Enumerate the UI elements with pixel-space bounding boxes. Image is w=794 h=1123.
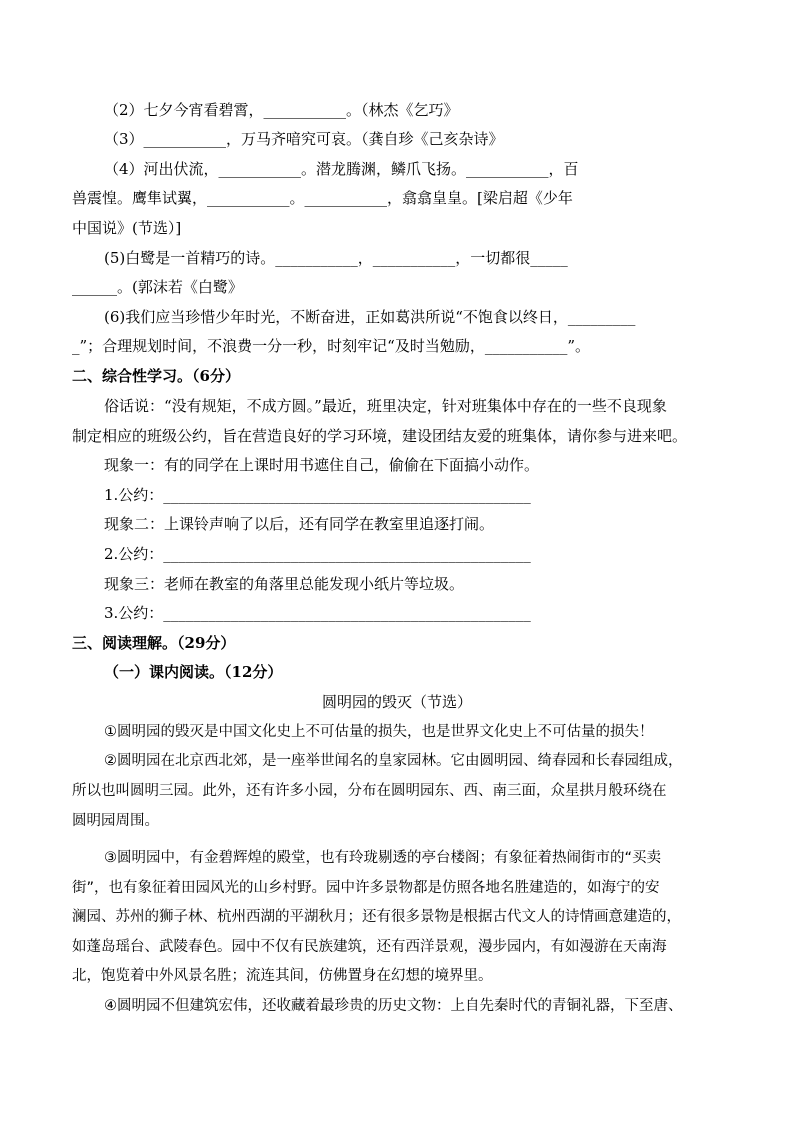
phenomenon-1: 现象一：有的同学在上课时用书遮住自己，偷偷在下面搞小动作。	[104, 456, 540, 474]
passage-paragraph-3-line-1: ③圆明园中，有金碧辉煌的殿堂，也有玲珑剔透的亭台楼阁；有象征着热闹街市的“买卖	[104, 850, 662, 866]
pact-answer-2: 2.公约：_________________________________________________	[104, 545, 531, 563]
phenomenon-2: 现象二：上课铃声响了以后，还有同学在教室里追逐打闹。	[104, 515, 495, 533]
question-6-line-2: _”；合理规划时间，不浪费一分一秒，时刻牢记“及时当勉励，___________”。	[72, 337, 591, 355]
passage-paragraph-2-line-1: ②圆明园在北京西北郊，是一座举世闻名的皇家园林。它由圆明园、绮春园和长春园组成，	[104, 753, 683, 769]
pact-answer-3: 3.公约：_________________________________________________	[104, 604, 531, 622]
phenomenon-3: 现象三：老师在教室的角落里总能发现小纸片等垃圾。	[104, 575, 465, 593]
section-3-heading: 三、阅读理解。（29分）	[72, 634, 236, 652]
question-5-line-1: (5)白鹭是一首精巧的诗。___________，___________，一切都很_____	[104, 249, 568, 267]
passage-paragraph-3-line-5: 北，饱览着中外风景名胜；流连其间，仿佛置身在幻想的境界里。	[72, 968, 493, 984]
section-2-intro-line-1: 俗话说：“没有规矩，不成方圆。”最近，班里决定，针对班集体中存在的一些不良现象	[104, 397, 667, 415]
passage-title: 圆明园的毁灭（节选）	[321, 693, 472, 711]
section-2-intro-line-2: 制定相应的班级公约，旨在营造良好的学习环境，建设团结友爱的班集体，请你参与进来吧。	[72, 427, 688, 445]
question-6-line-1: (6)我们应当珍惜少年时光，不断奋进，正如葛洪所说“不饱食以终日，_________	[104, 308, 636, 326]
question-3: （3）___________，万马齐喑究可哀。（龚自珍《己亥杂诗》	[104, 130, 504, 148]
question-2: （2）七夕今宵看碧霄，___________。（林杰《乞巧》	[104, 101, 459, 119]
pact-answer-1: 1.公约：_________________________________________________	[104, 486, 531, 504]
passage-paragraph-3-line-3: 澜园、苏州的狮子林、杭州西湖的平湖秋月；还有很多景物是根据古代文人的诗情画意建造的，	[72, 909, 681, 925]
section-2-heading: 二、综合性学习。（6分）	[72, 367, 240, 385]
section-3-sub-heading: （一）课内阅读。（12分）	[104, 663, 283, 681]
question-4-line-1: （4）河出伏流，___________。潜龙腾渊，鳞爪飞扬。___________，百	[104, 160, 579, 178]
passage-paragraph-4-line-1: ④圆明园不但建筑宏伟，还收藏着最珍贵的历史文物：上自先秦时代的青铜礼器，下至唐、	[104, 998, 683, 1014]
question-4-line-2: 兽震惶。鹰隼试翼，___________。___________，翕翕皇皇。[梁启超《少年	[72, 189, 573, 207]
passage-paragraph-3-line-4: 如蓬岛瑶台、武陵春色。园中不仅有民族建筑，还有西洋景观，漫步园内，有如漫游在天南海	[72, 939, 667, 955]
passage-paragraph-2-line-3: 圆明园周围。	[72, 813, 159, 829]
passage-paragraph-3-line-2: 街”，也有象征着田园风光的山乡村野。园中许多景物都是仿照各地名胜建造的，如海宁的安	[72, 880, 660, 896]
passage-paragraph-2-line-2: 所以也叫圆明三园。此外，还有许多小园，分布在圆明园东、西、南三面，众星拱月般环绕在	[72, 783, 667, 799]
question-4-line-3: 中国说》(节选）]	[72, 219, 182, 237]
question-5-line-2: ______。(郭沫若《白鹭》	[72, 278, 243, 296]
passage-paragraph-1: ①圆明园的毁灭是中国文化史上不可估量的损失，也是世界文化史上不可估量的损失！	[104, 724, 654, 740]
